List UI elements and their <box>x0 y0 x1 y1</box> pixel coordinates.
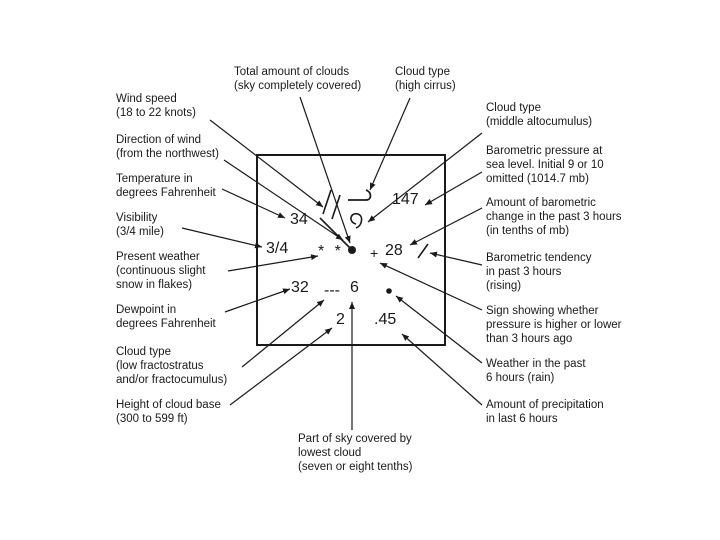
tendency-symbol <box>418 244 428 258</box>
arrow-tendency <box>430 253 482 265</box>
label-pressure: Barometric pressure at sea level. Initial 9 or 10 omitted (1014.7 mb) <box>486 145 604 185</box>
arrow-sign <box>380 263 482 310</box>
label-total-clouds: Total amount of clouds (sky completely covered) <box>234 66 362 92</box>
wind-barb-1 <box>323 190 331 214</box>
arrow-past-weather <box>396 296 482 363</box>
arrow-low-cloud <box>242 300 324 367</box>
label-past-weather: Weather in the past 6 hours (rain) <box>486 358 586 384</box>
past-weather-dot <box>386 288 392 294</box>
label-sign: Sign showing whether pressure is higher or lower than 3 hours ago <box>486 305 622 345</box>
label-tendency: Barometric tendency in past 3 hours (rising) <box>486 252 592 292</box>
arrow-visibility <box>182 228 262 247</box>
station-dewpoint: 32 <box>291 279 309 296</box>
label-dewpoint: Dewpoint in degrees Fahrenheit <box>116 304 216 330</box>
middle-cloud-symbol <box>351 214 362 228</box>
label-lowest-cloud: Part of sky covered by lowest cloud (seven or eight tenths) <box>298 433 413 473</box>
label-cloud-type-middle: Cloud type (middle altocumulus) <box>486 102 593 128</box>
station-pressure: 147 <box>392 191 419 208</box>
station-cloud-base: 2 <box>336 311 345 328</box>
label-precipitation: Amount of precipitation in last 6 hours <box>486 399 604 425</box>
station-visibility: 3/4 <box>266 240 289 257</box>
station-precipitation: .45 <box>374 311 397 328</box>
label-present-weather: Present weather (continuous slight snow in flakes) <box>116 251 206 291</box>
station-pressure-change: 28 <box>385 242 403 259</box>
label-cloud-type-low: Cloud type (low fractostratus and/or fractocumulus) <box>116 346 228 386</box>
label-visibility: Visibility (3/4 mile) <box>116 212 164 238</box>
station-sign: + <box>370 245 379 261</box>
station-temperature: 34 <box>290 211 308 228</box>
label-wind-speed: Wind speed (18 to 22 knots) <box>116 93 196 119</box>
arrow-temperature <box>222 189 285 218</box>
arrow-middle-cloud <box>368 133 482 222</box>
label-cloud-type-high: Cloud type (high cirrus) <box>395 66 456 92</box>
station-lowest-cloud-cover: 6 <box>350 279 359 296</box>
arrow-pressure <box>425 172 482 205</box>
arrow-present-weather <box>228 256 318 271</box>
label-temperature: Temperature in degrees Fahrenheit <box>116 173 216 199</box>
station-low-cloud-symbol: --- <box>324 282 340 299</box>
arrow-wind-speed <box>210 120 323 207</box>
label-pressure-change: Amount of barometric change in the past 3 hours (in tenths of mb) <box>486 197 622 237</box>
station-present-weather: * * <box>318 243 344 260</box>
high-cloud-symbol <box>348 190 371 200</box>
arrow-cloud-base <box>230 328 332 405</box>
arrow-high-cloud <box>370 98 410 190</box>
wind-barb-2 <box>332 195 340 219</box>
label-wind-direction: Direction of wind (from the northwest) <box>116 134 219 160</box>
label-cloud-base: Height of cloud base (300 to 599 ft) <box>116 399 221 425</box>
